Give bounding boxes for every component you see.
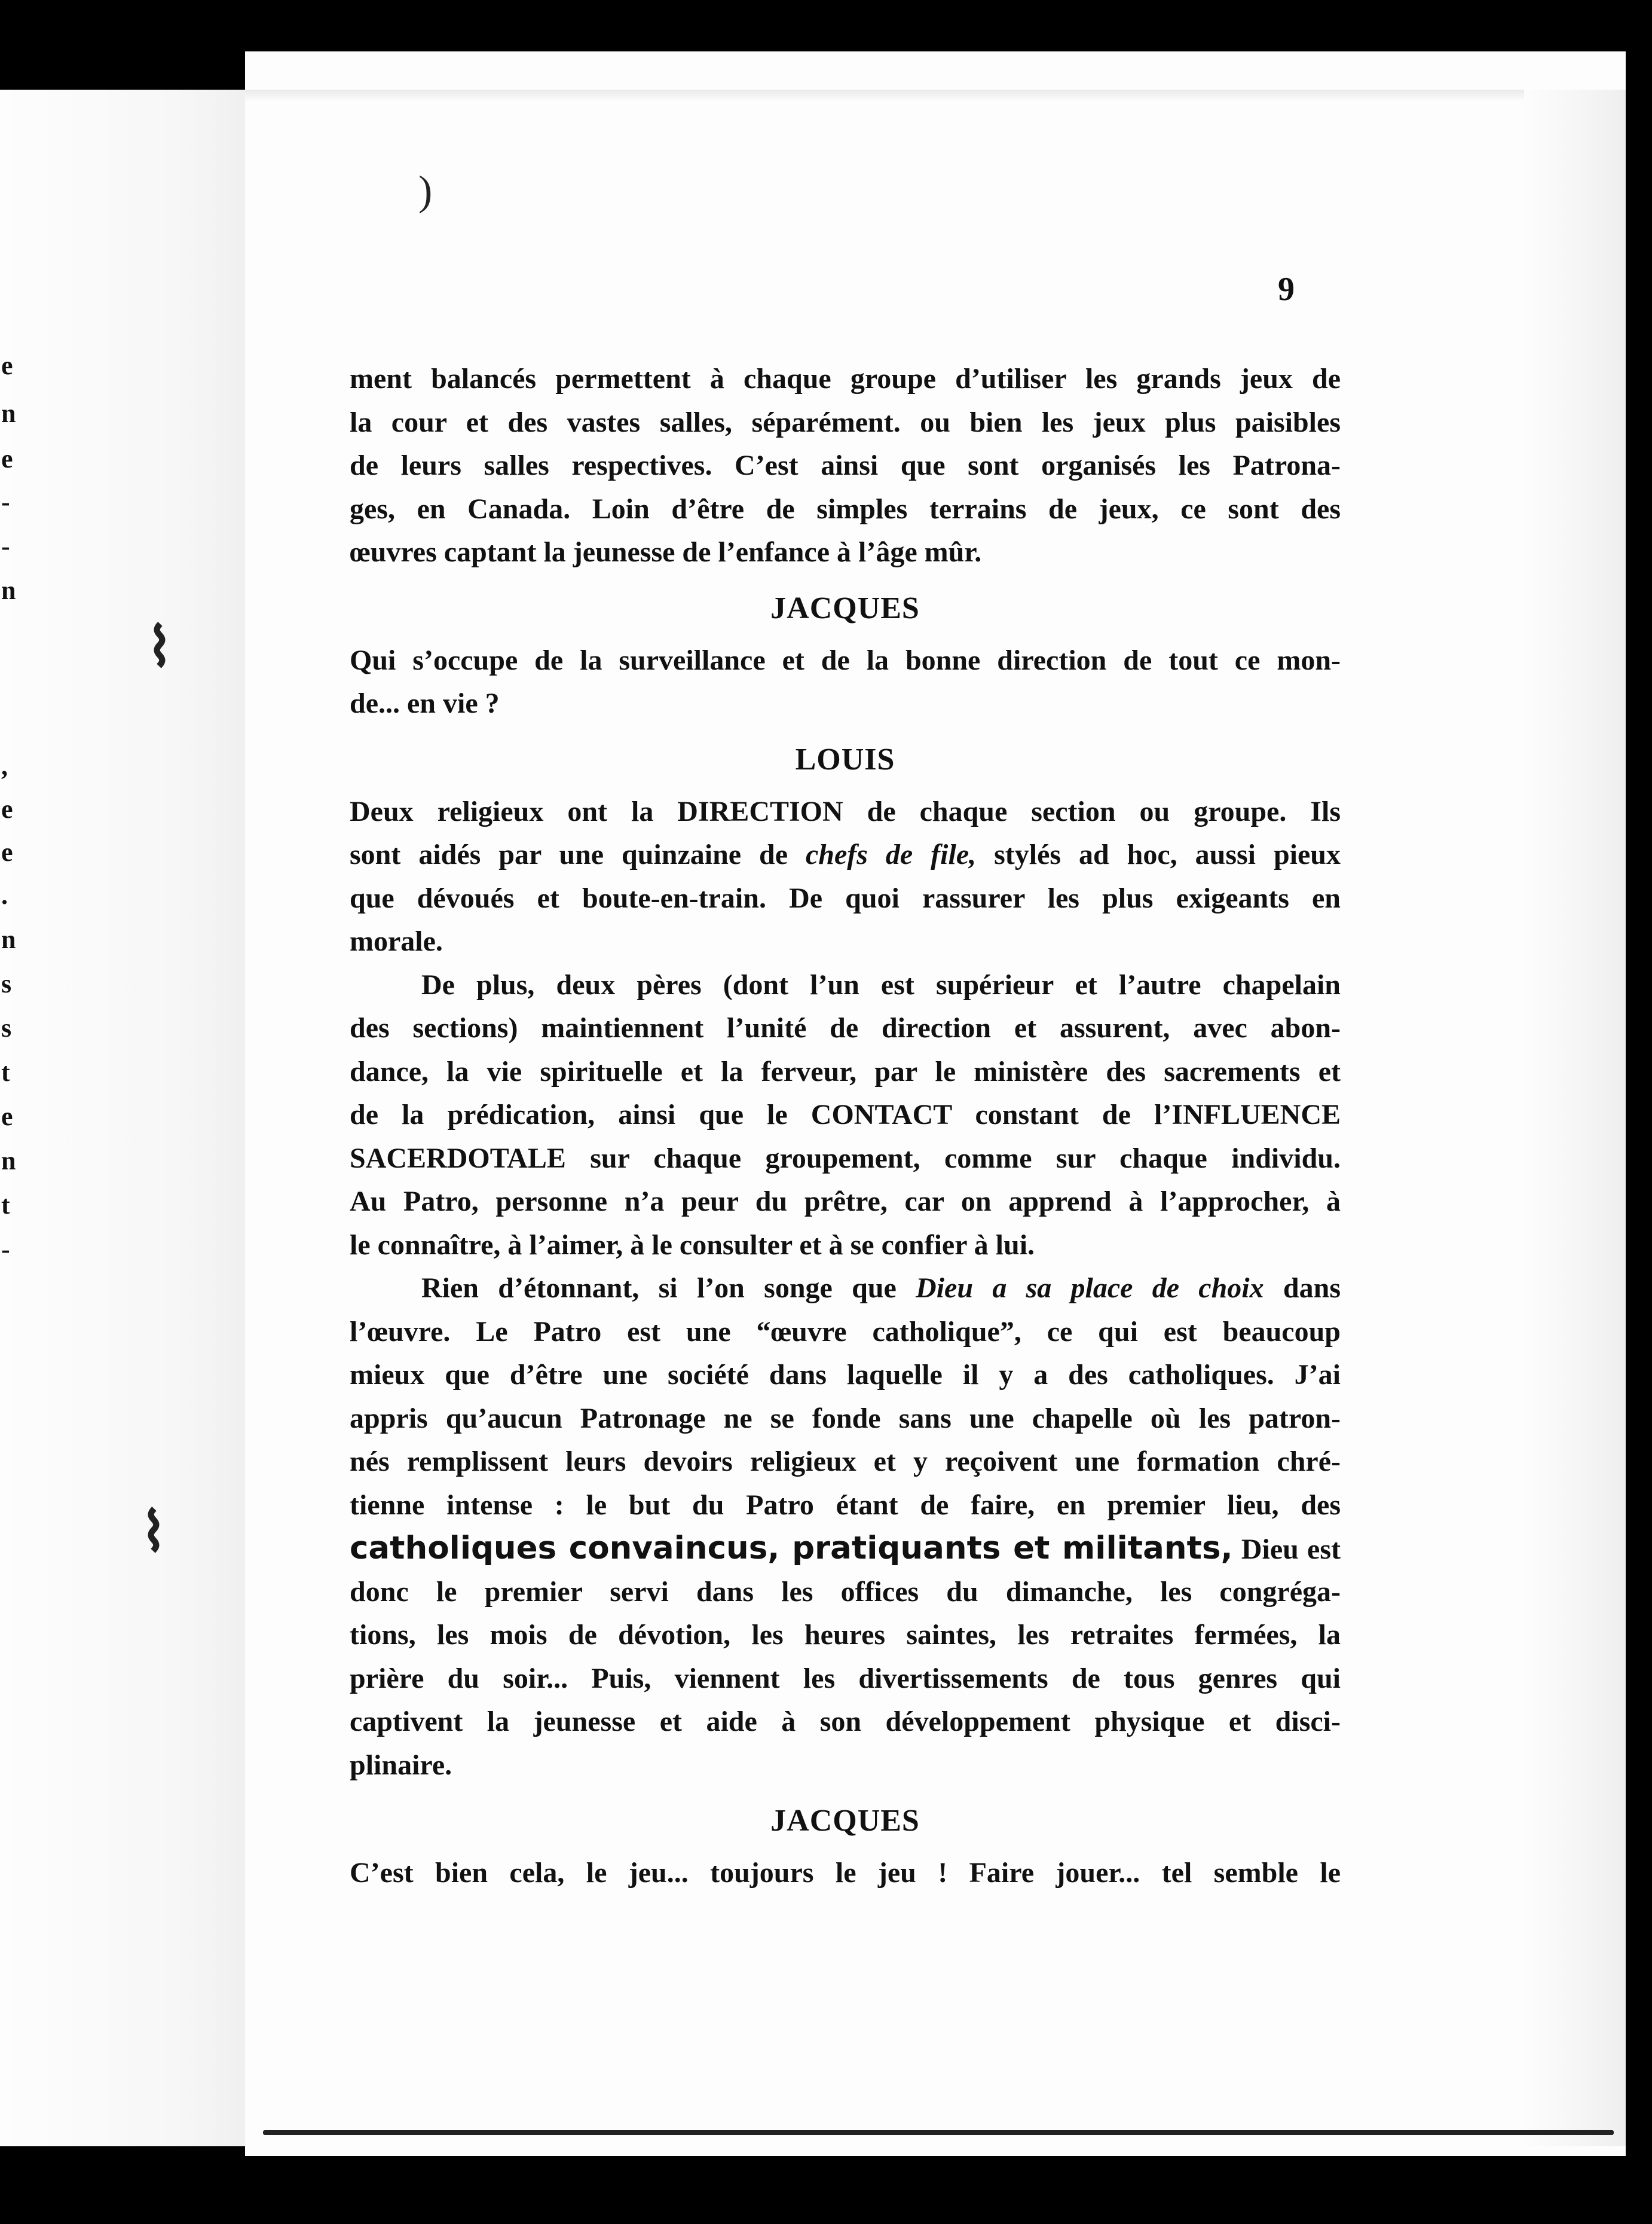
text-line [350,1267,1341,1310]
text-line: la cour et des vastes salles, séparément. ou bien les jeux plus paisibles [350,406,1341,438]
underlying-page-text-fragments [0,90,24,2146]
paragraph [350,964,1341,1267]
fragment: - [1,487,10,517]
text-run: sont aidés par une quinzaine de [350,839,806,870]
binding-mark: ⌇ [140,1503,167,1562]
text-line: De plus, deux pères (dont l’un est supérieur et l’autre chapelain [421,969,1341,1001]
speaker-heading: JACQUES [770,591,920,625]
text-line: Au Patro, personne n’a peur du prêtre, car on apprend à l’approcher, à [350,1186,1341,1217]
emphasized-phrase: catholiques convaincus, pratiquants et militants, [350,1530,1233,1566]
text-line: des sections) maintiennent l’unité de direction et assurent, avec abon- [350,1012,1341,1044]
page-top-shadow [245,90,1524,102]
text-line: mieux que d’être une société dans laquelle il y a des catholiques. J’ai [350,1359,1341,1391]
text-line: dance, la vie spirituelle et la ferveur, par le ministère des sacrements et [350,1055,1341,1087]
text-line: Qui s’occupe de la surveillance et de la bonne direction de tout ce mon- [350,644,1341,676]
page-number: 9 [1278,271,1295,308]
fragment: , [1,751,8,781]
text-line: Deux religieux ont la DIRECTION de chaque section ou groupe. Ils [350,795,1341,827]
fragment: s [1,969,12,998]
fragment: n [1,576,16,605]
stray-mark: ) [418,168,433,214]
fragment: . [1,881,8,910]
text-line: ges, en Canada. Loin d’être de simples terrains de jeux, ce sont des [350,493,1341,525]
italic-phrase: Dieu a sa place de choix [916,1272,1264,1304]
text-line [350,833,1341,877]
text-line: de la prédication, ainsi que le CONTACT constant de l’INFLUENCE [350,1099,1341,1131]
text-line: œuvres captant la jeunesse de l’enfance à l’âge mûr. [350,536,982,568]
page-edge-shadow [1518,90,1626,2146]
fragment: e [1,838,13,867]
text-run: stylés ad hoc, aussi pieux [976,839,1341,870]
page-bottom-edge [263,2130,1614,2135]
fragment: - [1,1235,10,1264]
text-line: tienne intense : le but du Patro étant de faire, en premier lieu, des [350,1489,1341,1521]
body-text [350,358,1341,1895]
paragraph [350,639,1341,726]
fragment: e [1,795,13,824]
fragment: e [1,444,13,473]
fragment: t [1,1058,10,1087]
text-line: captivent la jeunesse et aide à son développement physique et disci- [350,1706,1341,1737]
text-line: ment balancés permettent à chaque groupe d’utiliser les grands jeux de [350,363,1341,395]
paragraph [350,358,1341,575]
speaker-heading: LOUIS [795,742,895,777]
text-run: Dieu est [1232,1533,1341,1565]
fragment: t [1,1190,10,1220]
text-line: prière du soir... Puis, viennent les divertissements de tous genres qui [350,1662,1341,1694]
text-line: morale. [350,925,443,957]
text-line: appris qu’aucun Patronage ne se fonde sans une chapelle où les patron- [350,1402,1341,1434]
fragment: s [1,1013,12,1043]
binding-mark: ⌇ [146,618,173,677]
italic-term: chefs de file, [805,839,977,870]
text-line: l’œuvre. Le Patro est une “œuvre catholique”, ce qui est beaucoup [350,1315,1341,1348]
text-run: dans [1264,1272,1341,1304]
text-line: tions, les mois de dévotion, les heures saintes, les retraites fermées, la [350,1619,1341,1651]
text-line: donc le premier servi dans les offices du dimanche, les congréga- [350,1575,1341,1608]
text-line: de... en vie ? [350,688,500,719]
paragraph [350,790,1341,964]
underlying-page [0,90,251,2146]
text-line: C’est bien cela, le jeu... toujours le jeu ! Faire jouer... tel semble le [350,1857,1341,1889]
text-line [350,1527,1341,1571]
fragment: - [1,531,10,561]
text-line: plinaire. [350,1749,452,1781]
text-run: Rien d’étonnant, si l’on songe que [421,1272,916,1304]
fragment: n [1,399,16,428]
fragment: e [1,351,13,380]
fragment: e [1,1102,13,1131]
text-line: le connaître, à l’aimer, à le consulter et à se confier à lui. [350,1229,1035,1261]
paragraph [350,1267,1341,1787]
paragraph [350,1852,1341,1895]
text-line: SACERDOTALE sur chaque groupement, comme sur chaque individu. [350,1142,1341,1174]
text-line: que dévoués et boute-en-train. De quoi rassurer les plus exigeants en [350,882,1341,914]
text-line: nés remplissent leurs devoirs religieux et y reçoivent une formation chré- [350,1446,1341,1477]
speaker-heading: JACQUES [770,1804,920,1838]
fragment: n [1,1146,16,1175]
fragment: n [1,925,16,954]
text-line: de leurs salles respectives. C’est ainsi que sont organisés les Patrona- [350,450,1341,481]
